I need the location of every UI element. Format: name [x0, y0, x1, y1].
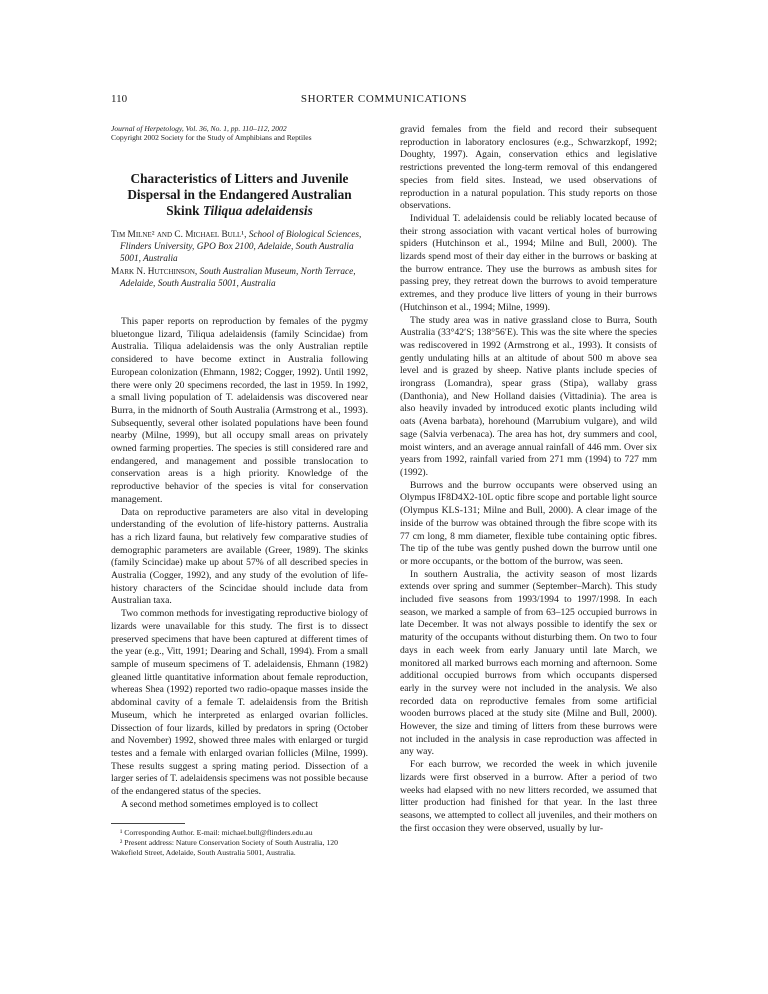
left-column — [111, 124, 368, 857]
body-paragraph: This paper reports on reproduction by females of the pygmy bluetongue lizard, Tiliqua adelaidensis (family Scincidae) from Australia. Tiliqua adelaidensis was the only Australian reptile considered to have become extinct in Australia following European colonization (Ehmann, 1982; Cogger, 1992). Until 1992, there were only 20 specimens recorded, the last in 1959. In 1992, a small living population of T. adelaidensis was discovered near Burra, in the midnorth of South Australia (Armstrong et al., 1993). Subsequently, several other isolated populations have been found nearby (Milne, 1999), but all occupy small areas on privately owned farming properties. The species is still considered rare and endangered, and management and possible translocation to conservation areas is a high priority. Knowledge of the reproductive behavior of the species is vital for conservation management. — [111, 316, 368, 505]
footnote-corresponding-author: ¹ Corresponding Author. E-mail: michael.bull@flinders.edu.au — [120, 828, 313, 838]
author-block: Mark N. Hutchinson, South Australian Museum, North Terrace, Adelaide, South Australia 5001, Australia — [111, 267, 356, 289]
body-paragraph: Data on reproductive parameters are also vital in developing understanding of the evolution of life-history patterns. Australia has a rich lizard fauna, but relatively few comparative studies of demographic parameters are available (Greer, 1989). The skinks (family Scincidae) make up about 57% of all described species in Australia (Cogger, 1992), and any study of the evolution of life-history characters of the Scincidae should include data from Australian taxa. — [111, 506, 368, 607]
body-paragraph: For each burrow, we recorded the week in which juvenile lizards were first observed in a burrow. After a period of two weeks had elapsed with no new litters recorded, we assumed that litter production had finished for that year. In the last three seasons, we attempted to collect all juveniles, and their mothers on the first occasion they were observed, usually by lur- — [400, 759, 657, 834]
body-paragraph: Burrows and the burrow occupants were observed using an Olympus IF8D4X2-10L optic fibre scope and portable light source (Olympus KLS-131; Milne and Bull, 2000). A clear image of the inside of the burrow was obtained through the fibre scope with its 77 cm long, 8 mm diameter, flexible tube containing optic fibres. The tip of the tube was gently pushed down the burrow until one or more occupants, or the bottom of the burrow, was seen. — [400, 479, 657, 567]
right-column — [400, 124, 657, 835]
article-title-text: Characteristics of Litters and Juvenile Dispersal in the Endangered Australian Skink — [127, 171, 352, 218]
citation-line-2: Copyright 2002 Society for the Study of Amphibians and Reptiles — [111, 133, 312, 142]
body-paragraph: gravid females from the field and record their subsequent reproduction in laboratory enclosures (e.g., Schwarzkopf, 1992; Doughty, 1997). Again, conservation ethics and legislative restrictions prevented the long-term removal of this endangered species from field sites. Instead, we used observations of reproduction in a natural population. This study reports on those observations. — [400, 124, 657, 212]
author-affiliation: School of Biological Sciences, Flinders University, GPO Box 2100, Adelaide, South Australia 5001, Australia — [120, 230, 362, 264]
author-names: Tim Milne² and C. Michael Bull¹ — [111, 230, 245, 240]
author-names: Mark N. Hutchinson — [111, 267, 195, 277]
page-header — [111, 93, 657, 109]
footnote-present-address: ² Present address: Nature Conservation Society of South Australia, 120 Wakefield Street, Adelaide, South Australia 5001, Australia. — [111, 838, 338, 857]
citation-line-1: Journal of Herpetology, Vol. 36, No. 1, pp. 110–112, 2002 — [111, 124, 287, 133]
author-affiliation: South Australian Museum, North Terrace, Adelaide, South Australia 5001, Australia — [120, 267, 356, 289]
journal-citation — [111, 124, 368, 142]
page-number: 110 — [111, 93, 128, 105]
article-title — [111, 171, 368, 219]
running-head: SHORTER COMMUNICATIONS — [300, 93, 468, 105]
article-title-species: Tiliqua adelaidensis — [202, 203, 313, 218]
body-paragraph: The study area was in native grassland close to Burra, South Australia (33°42′S; 138°56′E). This was the site where the species was rediscovered in 1992 (Armstrong et al., 1993). It consists of gently undulating hills at an altitude of about 500 m above sea level and is grazed by sheep. Native plants include species of irongrass (Lomandra), spear grass (Stipa), wallaby grass (Danthonia), and New Holland daisies (Vittadinia). The area is also heavily invaded by introduced exotic plants including wild oats (Avena barbata), horehound (Marrubium vulgare), and wild sage (Salvia verbenaca). The area has hot, dry summers and cool, moist winters, and an average annual rainfall of 446 mm. Over six years from 1992, rainfall varied from 271 mm (1994) to 727 mm (1992). — [400, 314, 657, 478]
body-paragraph: A second method sometimes employed is to collect — [121, 798, 318, 810]
body-paragraph: Two common methods for investigating reproductive biology of lizards were unavailable for this study. The first is to dissect preserved specimens that have been captured at different times of the year (e.g., Vitt, 1991; Dearing and Schall, 1994). From a small sample of museum specimens of T. adelaidensis, Ehmann (1982) gleaned little quantitative information about female reproduction, whereas Shea (1992) reported two radio-opaque masses inside the abdominal cavity of a female T. adelaidensis from the British Museum, which he interpreted as enlarged ovarian follicles. Dissection of four lizards, killed by predators in spring (October and November) 1992, showed three males with enlarged or turgid testes and a female with enlarged ovarian follicles (Milne, 1999). These results suggest a spring mating period. Dissection of a larger series of T. adelaidensis specimens was not possible because of the endangered status of the species. — [111, 608, 368, 798]
footnote-divider — [111, 823, 185, 824]
left-body-text — [111, 316, 368, 811]
author-block: Tim Milne² and C. Michael Bull¹, School of Biological Sciences, Flinders University, GPO Box 2100, Adelaide, South Australia 5001, Australia — [111, 230, 362, 264]
body-paragraph: In southern Australia, the activity season of most lizards extends over spring and summer (September–March). This study included five seasons from 1993/1994 to 1997/1998. In each season, we marked a sample of from 63–125 occupied burrows in late December. It was not always possible to identify the sex or maturity of the occupants without disturbing them. On two to four days in each week from early January until late March, we monitored all marked burrows each morning and afternoon. Some additional occupied burrows from which occupants dispersed early in the survey were not included in the analysis. We also recorded data on reproductive females from some artificial wooden burrows placed at the study site (Milne and Bull, 2000). However, the size and timing of litters from these burrows were not included in the analysis in case reproduction was affected in any way. — [400, 568, 657, 758]
body-paragraph: Individual T. adelaidensis could be reliably located because of their strong association with vacant vertical holes of burrowing spiders (Hutchinson et al., 1994; Milne and Bull, 2000). The lizards spend most of their day either in the burrows or basking at the burrow entrance. They use the burrows as ambush sites for passing prey, they retreat down the burrows to avoid temperature extremes, and they produce live litters of young in their burrows (Hutchinson et al., 1994; Milne, 1999). — [400, 212, 657, 313]
